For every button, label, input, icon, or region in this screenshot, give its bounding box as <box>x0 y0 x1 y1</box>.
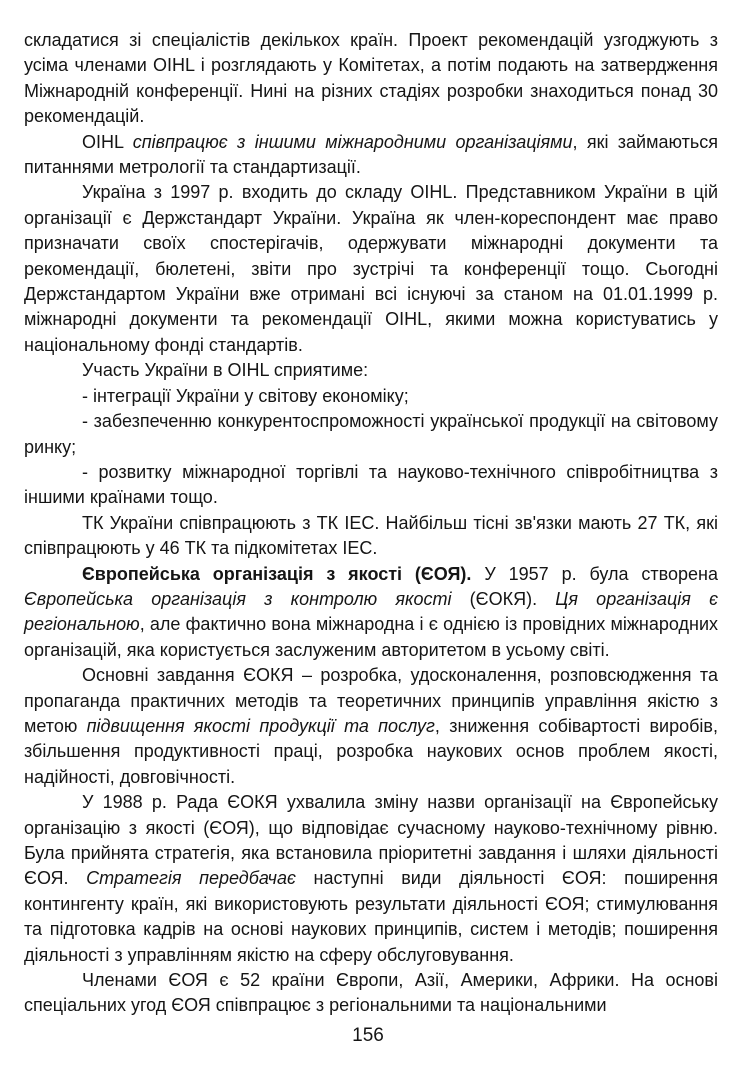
italic-run: співпрацює з іншими міжнародними організаціями <box>132 131 573 152</box>
text-run: наступні види діяльності ЄОЯ: поширення контингенту країн, які використовують результати діяльності ЄОЯ; стимулювання та підготовка кадрів на основі наукових принципів, систем і методів; поширення діяльності з управлінням якістю на сферу обслуговування. <box>24 868 718 965</box>
text-run: - розвитку міжнародної торгівлі та науково-технічного співробітництва з іншими країнами тощо. <box>24 461 718 508</box>
text-run: - інтеграції України у світову економіку; <box>82 385 409 406</box>
text-run: , але фактично вона міжнародна і є однією із провідних міжнародних організацій, яка користується заслуженим авторитетом в усьому світі. <box>24 614 718 660</box>
paragraph-4 <box>24 358 718 383</box>
text-run: OIHL <box>82 131 133 152</box>
text-run: У 1988 р. Рада ЄОКЯ ухвалила зміну назви організації на Європейську організацію з якості (ЄОЯ), що відповідає сучасному науково-технічному рівню. Була прийнята стратегія, яка встановила пріоритетні завдання і шляхи діяльності ЄОЯ. <box>24 792 718 889</box>
paragraph-6 <box>24 562 718 664</box>
document-body <box>24 28 718 1019</box>
text-run: Участь України в OIHL сприятиме: <box>82 360 369 381</box>
text-run: У 1957 р. була створена <box>471 563 718 584</box>
text-run: ТК України співпрацюють з ТК IEC. Найбільш тісні зв'язки мають 27 ТК, які співпрацюють у 46 ТК та підкомітетах IEC. <box>24 512 718 559</box>
text-run: (ЄОКЯ). <box>451 588 556 609</box>
paragraph-1 <box>24 28 718 130</box>
section-heading: Європейська організація з якості (ЄОЯ). <box>82 563 472 584</box>
text-run: , які займаються питаннями метрології та стандартизації. <box>24 131 718 178</box>
paragraph-2 <box>24 130 718 181</box>
paragraph-3 <box>24 180 718 358</box>
text-run: - забезпеченню конкурентоспроможності української продукції на світовому ринку; <box>24 411 718 457</box>
italic-run: підвищення якості продукції та послуг <box>86 715 435 736</box>
text-run: Членами ЄОЯ є 52 країни Європи, Азії, Америки, Африки. На основі спеціальних угод ЄОЯ співпрацює з регіональними та національними <box>24 970 718 1016</box>
italic-run: Європейська організація з контролю якості <box>24 588 452 609</box>
text-run: Україна з 1997 р. входить до складу OIHL. Представником України в цій організації є Держстандарт України. Україна як член-кореспондент має право призначати своїх спостерігачів, одержувати міжнародні документи та рекомендації, бюлетені, звіти про зустрічі та конференції тощо. Сьогодні Держстандартом України вже отримані всі існуючі за станом на 01.01.1999 р. міжнародні документи та рекомендації OIHL, якими можна користуватись у національному фонді стандартів. <box>24 182 718 355</box>
paragraph-8 <box>24 790 718 968</box>
text-run: складатися зі спеціалістів декількох країн. Проект рекомендацій узгоджують з усіма членами OIHL і розглядають у Комітетах, а потім подають на затвердження Міжнародній конференції. Нині на різних стадіях розробки знаходиться понад 30 рекомендацій. <box>24 30 718 127</box>
paragraph-5 <box>24 511 718 562</box>
list-item-3 <box>24 460 718 511</box>
italic-run: Ця організація є регіональною <box>24 588 718 635</box>
paragraph-7 <box>24 663 718 790</box>
list-item-2 <box>24 409 718 460</box>
paragraph-9 <box>24 968 718 1019</box>
page-number: 156 <box>352 1025 384 1046</box>
list-item-1 <box>24 384 718 409</box>
text-run: , зниження собівартості виробів, збільшення продуктивності праці, розробка наукових основ проблем якості, надійності, довговічності. <box>24 715 718 787</box>
text-run: Основні завдання ЄОКЯ – розробка, удосконалення, розповсюдження та пропаганда практичних методів та теоретичних принципів управління якістю з метою <box>24 665 718 736</box>
italic-run: Стратегія передбачає <box>86 868 296 889</box>
